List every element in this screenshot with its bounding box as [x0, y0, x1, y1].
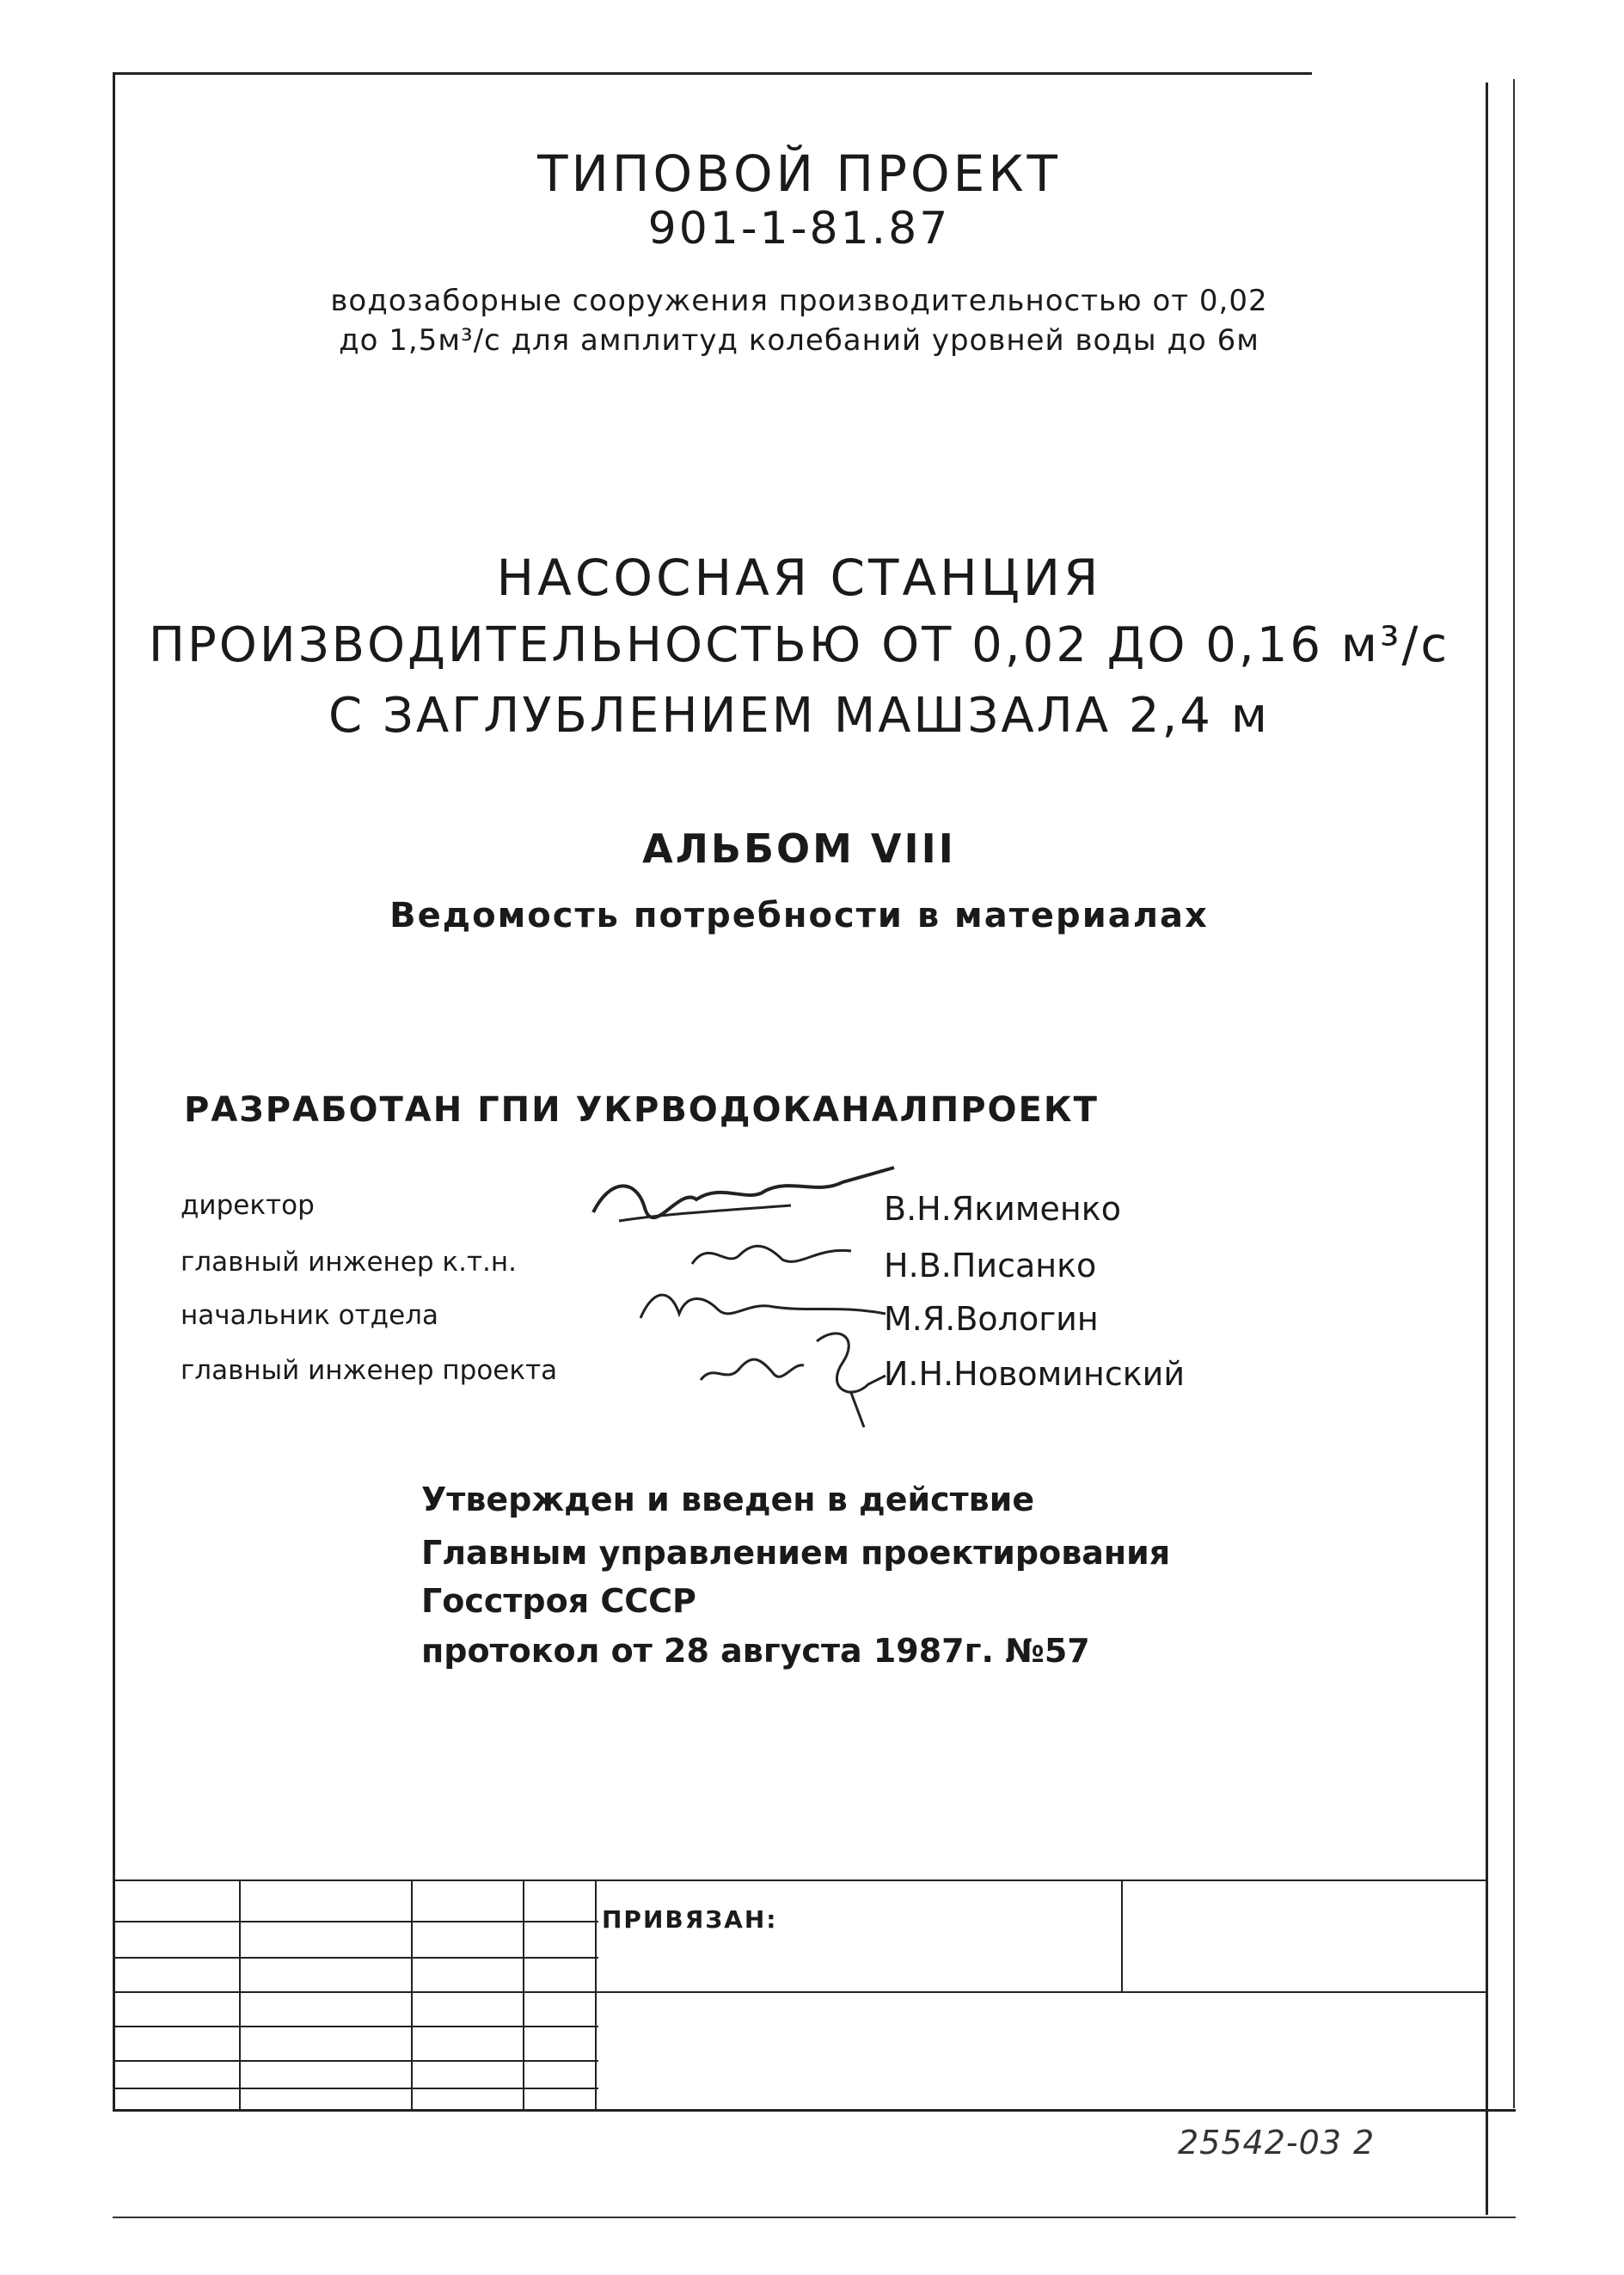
approval-protocol: протокол от 28 августа 1987г. №57	[421, 1632, 1090, 1670]
signatory-name: И.Н.Новоминский	[884, 1355, 1186, 1393]
director-signature	[585, 1161, 903, 1229]
frame-bottom-border	[113, 2109, 1516, 2112]
stamp-line	[113, 1921, 598, 1922]
binding-label: ПРИВЯЗАН:	[602, 1905, 778, 1934]
stamp-line	[113, 2060, 598, 2062]
project-description-line-2: до 1,5м³/с для амплитуд колебаний уровней воды до 6м	[339, 323, 1259, 358]
stamp-line	[239, 1879, 241, 2109]
signatory-name: В.Н.Якименко	[884, 1190, 1121, 1228]
main-title-line-3: С ЗАГЛУБЛЕНИЕМ МАШЗАЛА 2,4 м	[328, 688, 1270, 744]
stamp-line	[113, 1991, 1486, 1993]
signatory-role: главный инженер проекта	[181, 1355, 558, 1386]
stamp-line	[113, 1879, 1486, 1881]
chief-engineer-signature	[688, 1229, 860, 1281]
album-subtitle: Ведомость потребности в материалах	[389, 896, 1209, 935]
frame-left-border	[113, 72, 115, 2112]
stamp-line	[113, 2088, 598, 2089]
frame-top-border	[114, 72, 1312, 75]
stamp-line	[113, 1957, 598, 1959]
signatory-role: директор	[181, 1190, 315, 1221]
signatory-name: Н.В.Писанко	[884, 1247, 1097, 1285]
approval-line-1: Утвержден и введен в действие	[421, 1481, 1035, 1518]
project-description-line-1: водозаборные сооружения производительностью от 0,02	[330, 284, 1268, 318]
developer-heading: РАЗРАБОТАН ГПИ УКРВОДОКАНАЛПРОЕКТ	[184, 1090, 1099, 1130]
frame-outer-right-border	[1513, 79, 1515, 2108]
signatory-name: М.Я.Вологин	[884, 1300, 1099, 1338]
frame-outer-bottom-border	[113, 2217, 1516, 2218]
approval-line-2: Главным управлением проектирования	[421, 1534, 1171, 1572]
stamp-line	[1121, 1879, 1123, 1991]
frame-right-border	[1486, 83, 1488, 2215]
project-code: 901-1-81.87	[647, 203, 951, 254]
signatory-role: главный инженер к.т.н.	[181, 1247, 518, 1278]
stamp-line	[411, 1879, 413, 2109]
stamp-line	[523, 1879, 524, 2109]
signatory-role: начальник отдела	[181, 1300, 438, 1331]
album-number: АЛЬБОМ VIII	[642, 825, 956, 872]
project-engineer-signature	[696, 1315, 894, 1436]
main-title-line-1: НАСОСНАЯ СТАНЦИЯ	[496, 549, 1102, 607]
stamp-line	[595, 1879, 597, 2109]
stamp-line	[113, 2026, 598, 2027]
document-type-title: ТИПОВОЙ ПРОЕКТ	[537, 144, 1061, 203]
main-title-line-2: ПРОИЗВОДИТЕЛЬНОСТЬЮ ОТ 0,02 ДО 0,16 м³/с	[148, 617, 1450, 673]
document-number: 25542-03 2	[1178, 2124, 1376, 2162]
approval-line-3: Госстроя СССР	[421, 1582, 696, 1620]
